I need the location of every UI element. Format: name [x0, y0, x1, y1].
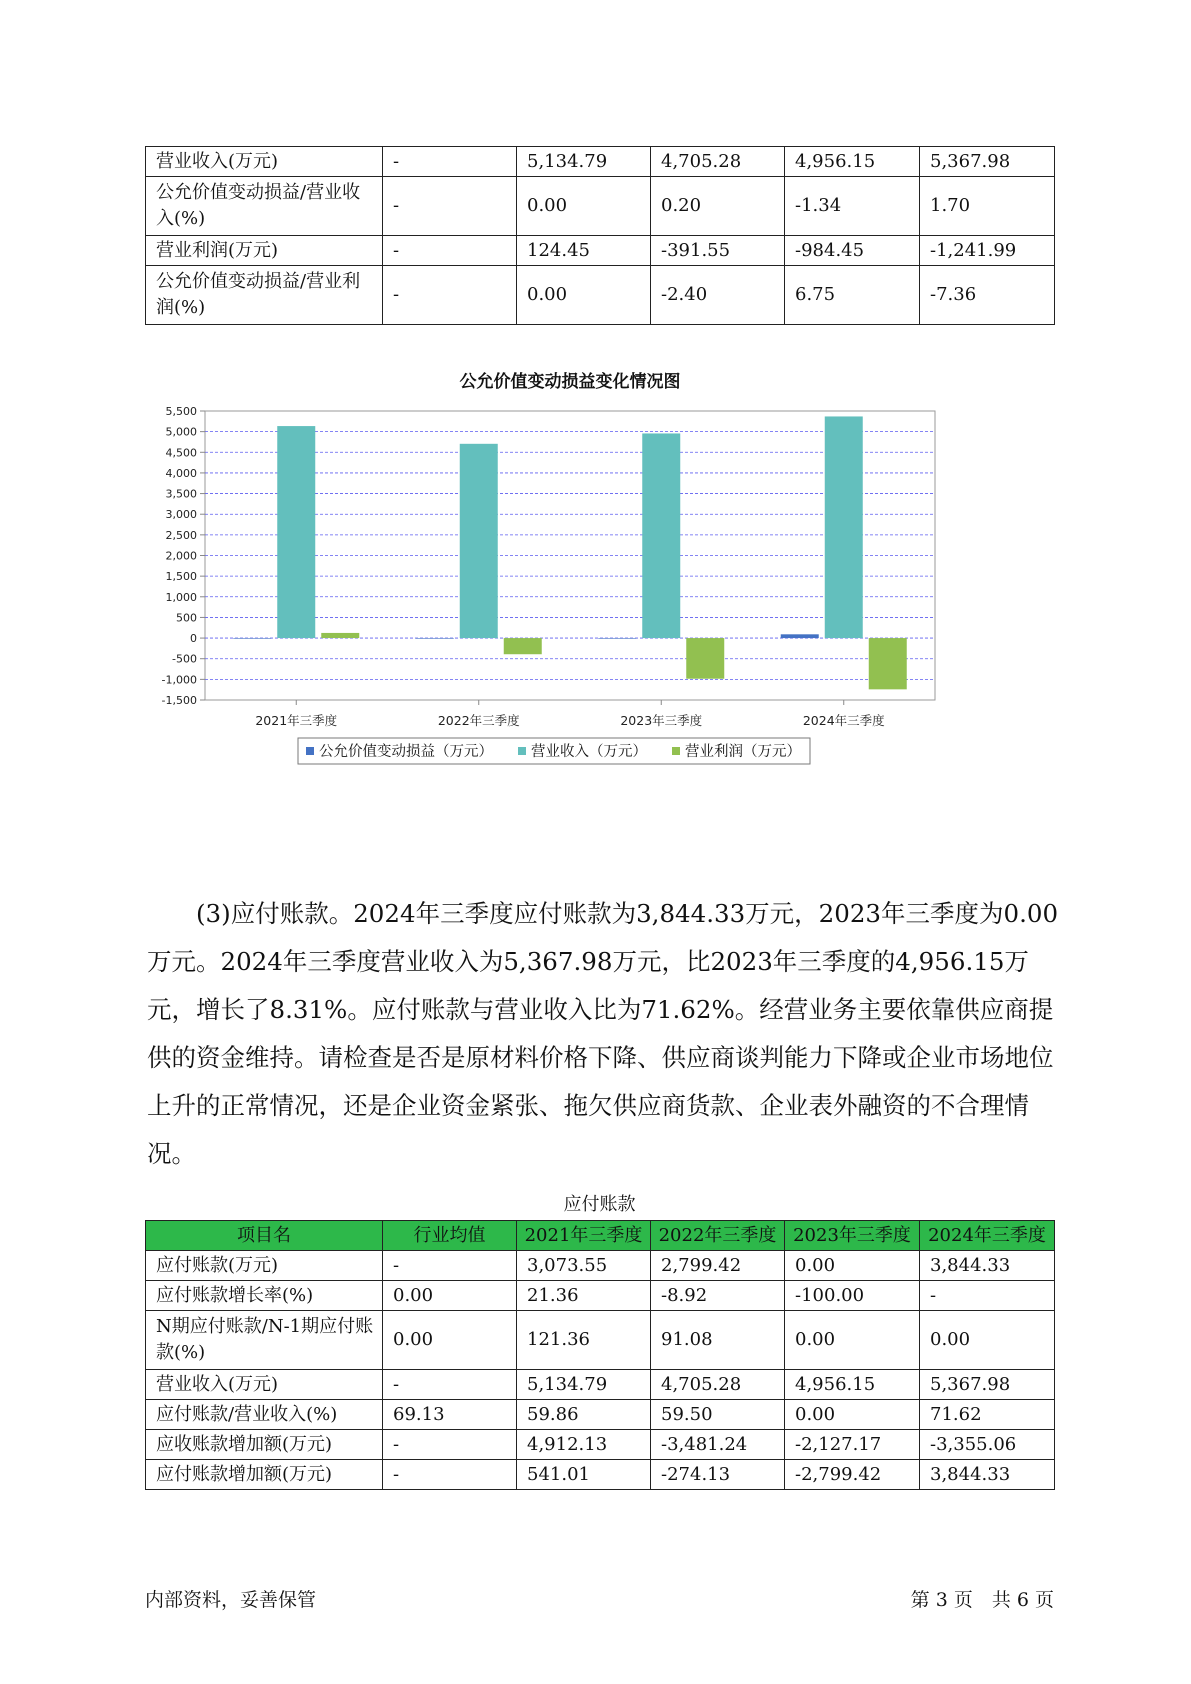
footer-page-number: 第 3 页 共 6 页	[910, 1589, 1054, 1611]
x-tick-label: 2024年三季度	[802, 713, 885, 728]
legend-label: 营业收入（万元）	[531, 744, 647, 760]
row-label-cell: 应付账款/营业收入(%)	[146, 1400, 383, 1430]
y-tick-label: 3,500	[165, 487, 197, 501]
y-tick-label: 2,000	[165, 549, 197, 563]
value-cell: 0.00	[920, 1311, 1055, 1370]
value-cell: 3,844.33	[920, 1251, 1055, 1281]
y-tick-label: 1,000	[165, 590, 197, 604]
table-row	[146, 1311, 1055, 1370]
row-label-cell: N期应付账款/N-1期应付账款(%)	[146, 1311, 383, 1370]
table-row	[146, 1460, 1055, 1490]
value-cell: 4,705.28	[651, 1370, 785, 1400]
value-cell: -2.40	[651, 266, 785, 325]
value-cell: -984.45	[785, 236, 920, 266]
legend-swatch	[306, 747, 314, 755]
value-cell: -	[920, 1281, 1055, 1311]
value-cell: -3,481.24	[651, 1430, 785, 1460]
value-cell: 0.00	[383, 1311, 517, 1370]
bar-operating-profit	[686, 638, 724, 679]
payables-table	[145, 1220, 1055, 1490]
value-cell: -391.55	[651, 236, 785, 266]
value-cell: 4,956.15	[785, 1370, 920, 1400]
paragraph-text: 2024年三季度应付账款为3,844.33万元，2023年三季度为0.00万元。2024年三季度营业收入为5,367.98万元，比2023年三季度的4,956.15万元，增长了8.31%。应付账款与营业收入比为71.62%。经营业务主要依靠供应商提供的资金维持。请检查是否是原材料价格下降、供应商谈判能力下降或企业市场地位上升的正常情况，还是企业资金紧张、拖欠供应商货款、企业表外融资的不合理情况。	[147, 899, 1059, 1168]
value-cell: 3,844.33	[920, 1460, 1055, 1490]
value-cell: -	[383, 177, 517, 236]
footer-confidential: 内部资料，妥善保管	[145, 1589, 317, 1611]
value-cell: -2,799.42	[785, 1460, 920, 1490]
chart-svg	[150, 372, 1050, 845]
y-tick-label: 5,500	[165, 405, 197, 418]
bar-operating-profit	[321, 633, 359, 638]
value-cell: 59.86	[517, 1400, 651, 1430]
value-cell: 0.00	[517, 266, 651, 325]
column-header: 2024年三季度	[920, 1221, 1055, 1251]
value-cell: 5,134.79	[517, 147, 651, 177]
column-header: 2021年三季度	[517, 1221, 651, 1251]
value-cell: 0.00	[785, 1311, 920, 1370]
row-label-cell: 应付账款(万元)	[146, 1251, 383, 1281]
y-tick-label: -1,000	[161, 673, 197, 687]
value-cell: 5,134.79	[517, 1370, 651, 1400]
value-cell: 0.20	[651, 177, 785, 236]
value-cell: 71.62	[920, 1400, 1055, 1430]
table-header-row	[146, 1221, 1055, 1251]
row-label-cell: 公允价值变动损益/营业利润(%)	[146, 266, 383, 325]
value-cell: 0.00	[785, 1251, 920, 1281]
value-cell: -	[383, 236, 517, 266]
row-label-cell: 营业收入(万元)	[146, 1370, 383, 1400]
row-label-cell: 营业收入(万元)	[146, 147, 383, 177]
value-cell: 0.00	[785, 1400, 920, 1430]
y-tick-label: 5,000	[165, 425, 197, 439]
row-label-cell: 营业利润(万元)	[146, 236, 383, 266]
value-cell: -	[383, 147, 517, 177]
value-cell: 2,799.42	[651, 1251, 785, 1281]
value-cell: 91.08	[651, 1311, 785, 1370]
value-cell: -8.92	[651, 1281, 785, 1311]
value-cell: 59.50	[651, 1400, 785, 1430]
legend-label: 营业利润（万元）	[685, 744, 801, 760]
value-cell: 5,367.98	[920, 147, 1055, 177]
value-cell: 4,705.28	[651, 147, 785, 177]
row-label-cell: 应付账款增长率(%)	[146, 1281, 383, 1311]
value-cell: 541.01	[517, 1460, 651, 1490]
value-cell: 5,367.98	[920, 1370, 1055, 1400]
table-row	[146, 236, 1055, 266]
table-caption: 应付账款	[563, 1194, 636, 1215]
value-cell: 21.36	[517, 1281, 651, 1311]
legend-label: 公允价值变动损益（万元）	[319, 744, 493, 760]
value-cell: -	[383, 1460, 517, 1490]
y-tick-label: 4,000	[165, 466, 197, 480]
y-tick-label: -1,500	[161, 694, 197, 707]
value-cell: -	[383, 266, 517, 325]
value-cell: 3,073.55	[517, 1251, 651, 1281]
payables-table-body	[146, 1251, 1055, 1490]
value-cell: 4,912.13	[517, 1430, 651, 1460]
column-header: 项目名	[146, 1221, 383, 1251]
value-cell: -3,355.06	[920, 1430, 1055, 1460]
column-header: 2022年三季度	[651, 1221, 785, 1251]
table-row	[146, 1281, 1055, 1311]
table-row	[146, 147, 1055, 177]
bar-fair-value	[416, 638, 454, 639]
value-cell: 0.00	[517, 177, 651, 236]
x-tick-label: 2021年三季度	[255, 713, 338, 728]
bar-revenue	[642, 433, 680, 638]
value-cell: 4,956.15	[785, 147, 920, 177]
table-row	[146, 266, 1055, 325]
bar-revenue	[277, 426, 315, 638]
value-cell: 0.00	[383, 1281, 517, 1311]
y-tick-label: 4,500	[165, 446, 197, 460]
value-cell: -2,127.17	[785, 1430, 920, 1460]
bar-revenue	[825, 416, 863, 638]
legend-swatch	[672, 747, 680, 755]
y-tick-label: -500	[172, 652, 197, 666]
fair-value-table-body	[146, 147, 1055, 325]
column-header: 2023年三季度	[785, 1221, 920, 1251]
y-tick-label: 1,500	[165, 570, 197, 584]
bar-fair-value	[598, 638, 636, 639]
y-tick-label: 2,500	[165, 528, 197, 542]
value-cell: -1,241.99	[920, 236, 1055, 266]
value-cell: -	[383, 1251, 517, 1281]
value-cell: 6.75	[785, 266, 920, 325]
bar-revenue	[460, 444, 498, 638]
value-cell: -	[383, 1370, 517, 1400]
table-row	[146, 1251, 1055, 1281]
x-tick-label: 2023年三季度	[620, 713, 703, 728]
bar-fair-value	[233, 638, 271, 639]
table-row	[146, 1370, 1055, 1400]
y-tick-label: 3,000	[165, 508, 197, 522]
value-cell: 124.45	[517, 236, 651, 266]
row-label-cell: 应收账款增加额(万元)	[146, 1430, 383, 1460]
bar-fair-value	[781, 634, 819, 638]
bar-operating-profit	[869, 638, 907, 689]
y-tick-label: 500	[176, 611, 197, 625]
row-label-cell: 应付账款增加额(万元)	[146, 1460, 383, 1490]
value-cell: -	[383, 1430, 517, 1460]
value-cell: -274.13	[651, 1460, 785, 1490]
value-cell: -7.36	[920, 266, 1055, 325]
y-tick-label: 0	[190, 632, 197, 646]
table-row	[146, 1400, 1055, 1430]
chart-title: 公允价值变动损益变化情况图	[459, 372, 681, 392]
value-cell: 69.13	[383, 1400, 517, 1430]
x-tick-label: 2022年三季度	[437, 713, 520, 728]
table-row	[146, 177, 1055, 236]
fair-value-chart	[150, 372, 1050, 845]
column-header: 行业均值	[383, 1221, 517, 1251]
table-row	[146, 1430, 1055, 1460]
value-cell: 121.36	[517, 1311, 651, 1370]
value-cell: -100.00	[785, 1281, 920, 1311]
legend-swatch	[518, 747, 526, 755]
paragraph-lead: (3)应付账款。	[196, 899, 354, 928]
fair-value-table	[145, 146, 1055, 325]
bar-operating-profit	[504, 638, 542, 654]
value-cell: 1.70	[920, 177, 1055, 236]
value-cell: -1.34	[785, 177, 920, 236]
payables-paragraph	[147, 890, 1067, 1178]
row-label-cell: 公允价值变动损益/营业收入(%)	[146, 177, 383, 236]
